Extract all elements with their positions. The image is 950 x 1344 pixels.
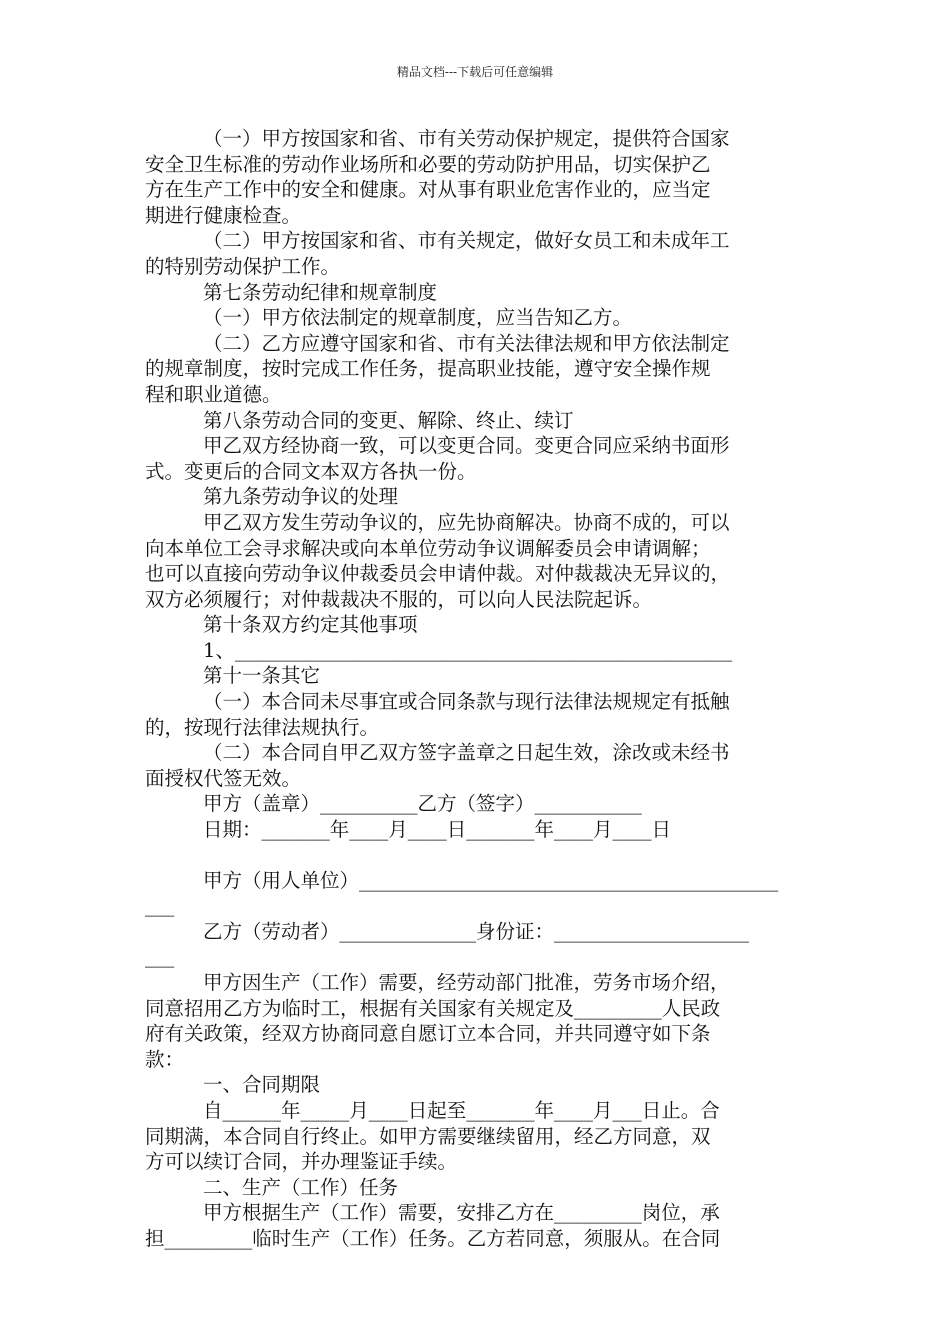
paragraph-line: （二）本合同自甲乙双方签字盖章之日起生效，涂改或未经书	[203, 741, 730, 765]
paragraph-line: 面授权代签无效。	[145, 766, 302, 790]
paragraph-line: （一）甲方按国家和省、市有关劳动保护规定，提供符合国家	[203, 127, 730, 150]
paragraph-line: 安全卫生标准的劳动作业场所和必要的劳动防护用品，切实保护乙	[145, 152, 711, 176]
paragraph-line: 双方必须履行；对仲裁裁决不服的，可以向人民法院起诉。	[145, 587, 653, 611]
section-heading: 第十一条其它	[203, 664, 321, 688]
document-body	[145, 126, 810, 1252]
paragraph-line: 的特别劳动保护工作。	[145, 254, 341, 278]
date-line: 日期：_______年____月____日_______年____月____日	[203, 818, 672, 842]
paragraph-line: （一）甲方依法制定的规章制度，应当告知乙方。	[203, 306, 633, 330]
signature-line: 甲方（盖章）__________乙方（签字）___________	[203, 792, 642, 816]
paragraph-line: 同期满，本合同自行终止。如甲方需要继续留用，经乙方同意，双	[145, 1124, 711, 1148]
page-header: 精品文档---下载后可任意编辑	[396, 65, 554, 79]
paragraph-line: 方在生产工作中的安全和健康。对从事有职业危害作业的，应当定	[145, 178, 711, 202]
blank-fill-line: ___	[145, 894, 175, 918]
blank-gap	[145, 843, 810, 868]
paragraph-line: 担_________临时生产（工作）任务。乙方若同意，须服从。在合同	[145, 1226, 721, 1250]
section-heading: 一、合同期限	[203, 1073, 321, 1097]
paragraph-line: 也可以直接向劳动争议仲裁委员会申请仲裁。对仲裁裁决无异议的，	[145, 562, 731, 586]
paragraph-line: 甲方因生产（工作）需要，经劳动部门批准，劳务市场介绍，	[203, 971, 730, 994]
paragraph-line: 期进行健康检查。	[145, 203, 302, 227]
blank-fill-line: ___	[145, 945, 175, 969]
paragraph-line: 甲乙双方发生劳动争议的，应先协商解决。协商不成的，可以	[203, 510, 730, 534]
paragraph-line: （二）甲方按国家和省、市有关规定，做好女员工和未成年工	[203, 229, 730, 253]
paragraph-line: （一）本合同未尽事宜或合同条款与现行法律法规规定有抵触	[203, 690, 730, 714]
paragraph-line: 甲乙双方经协商一致，可以变更合同。变更合同应采纳书面形	[203, 434, 730, 458]
section-heading: 第九条劳动争议的处理	[203, 485, 399, 509]
section-heading: 第八条劳动合同的变更、解除、终止、续订	[203, 408, 574, 432]
blank-fill-line: 1、___________________________________________________	[203, 638, 733, 662]
paragraph-line: 款：	[145, 1047, 185, 1071]
section-heading: 第十条双方约定其他事项	[203, 613, 418, 637]
paragraph-line: 向本单位工会寻求解决或向本单位劳动争议调解委员会申请调解；	[145, 536, 711, 560]
paragraph-line: 方可以续订合同，并办理鉴证手续。	[145, 1150, 458, 1174]
section-heading: 二、生产（工作）任务	[203, 1175, 399, 1199]
paragraph-line: 同意招用乙方为临时工，根据有关国家有关规定及_________人民政	[145, 996, 721, 1020]
paragraph-line: （二）乙方应遵守国家和省、市有关法律法规和甲方依法制定	[203, 331, 730, 355]
employee-line: 乙方（劳动者）______________身份证：____________________	[203, 919, 750, 943]
paragraph-line: 府有关政策，经双方协商同意自愿订立本合同，并共同遵守如下条	[145, 1022, 711, 1046]
paragraph-line: 式。变更后的合同文本双方各执一份。	[145, 459, 477, 483]
paragraph-line: 的规章制度，按时完成工作任务，提高职业技能，遵守安全操作规	[145, 357, 711, 381]
paragraph-line: 程和职业道德。	[145, 382, 282, 406]
section-heading: 第七条劳动纪律和规章制度	[203, 280, 438, 304]
employer-line: 甲方（用人单位）___________________________________________	[203, 868, 779, 892]
paragraph-line: 自______年_____月____日起至_______年____月___日止。合	[203, 1098, 720, 1122]
paragraph-line: 甲方根据生产（工作）需要，安排乙方在_________岗位，承	[203, 1201, 720, 1225]
paragraph-line: 的，按现行法律法规执行。	[145, 715, 380, 739]
